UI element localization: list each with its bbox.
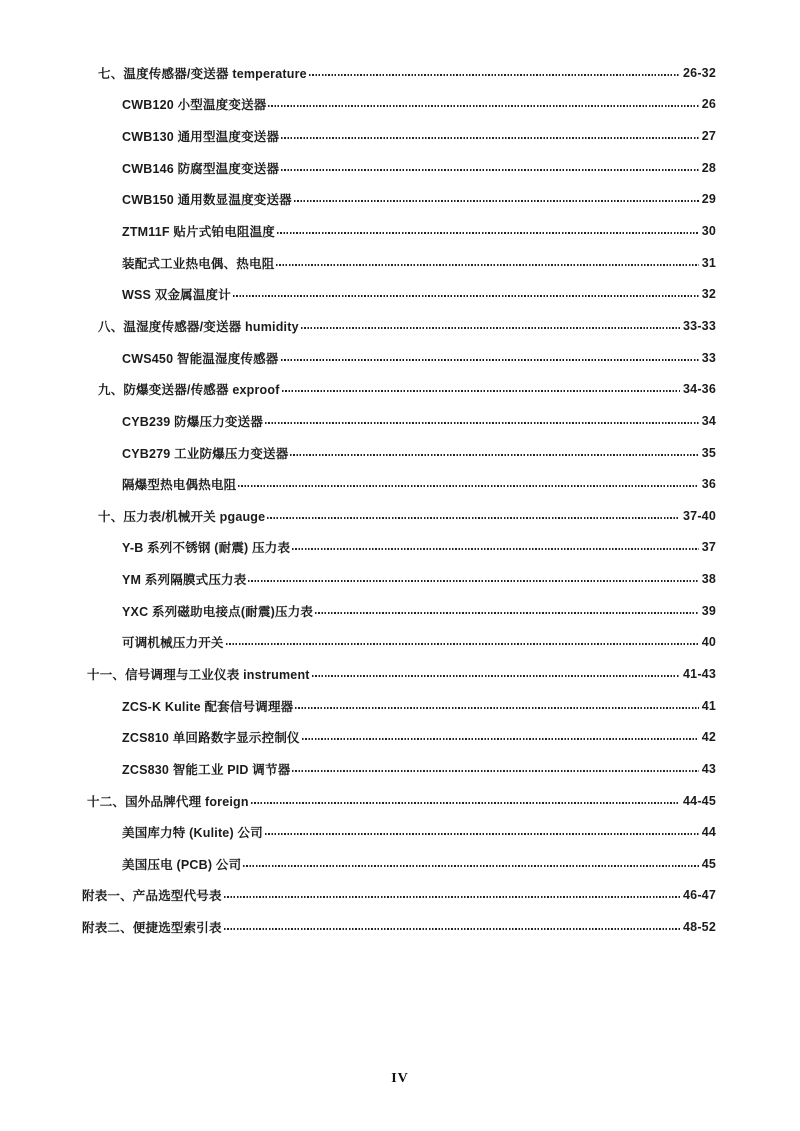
- toc-dot-leader: [224, 928, 680, 930]
- toc-page-number: 30: [701, 224, 716, 239]
- toc-row: [0, 310, 716, 342]
- toc-row: [0, 57, 716, 89]
- toc-page-number: 37: [701, 540, 716, 555]
- toc-page-number: 40: [701, 635, 716, 650]
- toc-page-number: 42: [701, 730, 716, 745]
- toc-dot-leader: [301, 327, 680, 329]
- toc-row: [0, 563, 716, 595]
- toc-row: [0, 753, 716, 785]
- toc-entry-label: WSS 双金属温度计: [122, 288, 231, 303]
- toc-row: [0, 468, 716, 500]
- toc-page-number: 33: [701, 350, 716, 365]
- toc-page-number: 26-32: [683, 65, 716, 80]
- toc-row: [0, 405, 716, 437]
- toc-dot-leader: [281, 169, 699, 171]
- toc-row: [0, 373, 716, 405]
- toc-entry-label: 十二、国外品牌代理 foreign: [87, 794, 249, 809]
- toc-page-number: 34: [701, 413, 716, 428]
- toc-dot-leader: [277, 232, 699, 234]
- toc-page-number: 34-36: [683, 382, 716, 397]
- toc-entry-label: CYB279 工业防爆压力变送器: [122, 446, 289, 461]
- toc-entry-label: 隔爆型热电偶热电阻: [122, 478, 237, 493]
- toc-entry-label: ZCS-K Kulite 配套信号调理器: [122, 699, 294, 714]
- toc-dot-leader: [290, 454, 698, 456]
- toc-entry-label: YXC 系列磁助电接点(耐震)压力表: [122, 604, 314, 619]
- toc-entry-label: CWB130 通用型温度变送器: [122, 130, 280, 145]
- toc-row: [0, 721, 716, 753]
- toc-row: [0, 880, 716, 912]
- toc-page-number: 44-45: [683, 793, 716, 808]
- toc-dot-leader: [243, 865, 698, 867]
- toc-row: [0, 215, 716, 247]
- toc-entry-label: 装配式工业热电偶、热电阻: [122, 256, 275, 271]
- toc-row: [0, 500, 716, 532]
- toc-page-number: 46-47: [683, 888, 716, 903]
- toc-dot-leader: [248, 580, 698, 582]
- toc-dot-leader: [265, 422, 699, 424]
- toc-row: [0, 785, 716, 817]
- toc-entry-label: 十一、信号调理与工业仪表 instrument: [87, 667, 310, 682]
- toc-entry-label: YM 系列隔膜式压力表: [122, 573, 247, 588]
- toc-dot-leader: [282, 390, 680, 392]
- toc-entry-label: 美国库力特 (Kulite) 公司: [122, 826, 263, 841]
- toc-page-number: 32: [701, 287, 716, 302]
- toc-dot-leader: [281, 137, 699, 139]
- toc-entry-label: Y-B 系列不锈钢 (耐震) 压力表: [122, 541, 291, 556]
- toc-page-number: 41: [701, 698, 716, 713]
- toc-row: [0, 437, 716, 469]
- toc-dot-leader: [302, 738, 699, 740]
- toc-row: [0, 658, 716, 690]
- toc-entry-label: CWB146 防腐型温度变送器: [122, 161, 280, 176]
- toc-dot-leader: [292, 770, 698, 772]
- toc-dot-leader: [292, 548, 699, 550]
- toc-row: [0, 627, 716, 659]
- toc-entry-label: 七、温度传感器/变送器 temperature: [98, 66, 307, 81]
- toc-dot-leader: [309, 74, 680, 76]
- toc-entry-label: CWB150 通用数显温度变送器: [122, 193, 292, 208]
- toc-page-number: 29: [701, 192, 716, 207]
- toc-dot-leader: [226, 643, 699, 645]
- toc-dot-leader: [238, 485, 698, 487]
- toc-dot-leader: [233, 295, 699, 297]
- toc-entry-label: ZCS810 单回路数字显示控制仪: [122, 731, 300, 746]
- footer-page-number: IV: [391, 1071, 409, 1086]
- toc-dot-leader: [295, 707, 698, 709]
- toc-row: [0, 595, 716, 627]
- toc-dot-leader: [312, 675, 680, 677]
- toc-row: [0, 532, 716, 564]
- toc-page-number: 31: [701, 255, 716, 270]
- toc-page-number: 43: [701, 761, 716, 776]
- toc-page-number: 36: [701, 477, 716, 492]
- toc-page-number: 39: [701, 603, 716, 618]
- toc-dot-leader: [265, 833, 699, 835]
- toc-entry-label: CWB120 小型温度变送器: [122, 98, 267, 113]
- toc-entry-label: CYB239 防爆压力变送器: [122, 414, 264, 429]
- toc-entry-label: 美国压电 (PCB) 公司: [122, 857, 242, 872]
- toc-entry-label: ZTM11F 贴片式铂电阻温度: [122, 225, 276, 240]
- toc-entry-label: 八、温湿度传感器/变送器 humidity: [98, 319, 299, 334]
- toc-row: [0, 848, 716, 880]
- toc-row: [0, 247, 716, 279]
- toc-page-number: 45: [701, 856, 716, 871]
- toc-dot-leader: [224, 896, 680, 898]
- toc-page-number: 27: [701, 129, 716, 144]
- toc-dot-leader: [281, 359, 699, 361]
- toc-entry-label: 附表一、产品选型代号表: [82, 889, 222, 904]
- toc-entry-label: CWS450 智能温湿度传感器: [122, 351, 279, 366]
- table-of-contents: [0, 57, 716, 943]
- toc-row: [0, 342, 716, 374]
- toc-dot-leader: [276, 264, 698, 266]
- toc-row: [0, 152, 716, 184]
- toc-dot-leader: [315, 612, 699, 614]
- toc-entry-label: 附表二、便捷选型索引表: [82, 921, 222, 936]
- toc-entry-label: 十、压力表/机械开关 pgauge: [98, 509, 266, 524]
- toc-page-number: 41-43: [683, 666, 716, 681]
- toc-entry-label: 九、防爆变送器/传感器 exproof: [98, 383, 280, 398]
- toc-dot-leader: [251, 802, 680, 804]
- toc-row: [0, 816, 716, 848]
- toc-row: [0, 911, 716, 943]
- toc-dot-leader: [294, 200, 699, 202]
- toc-dot-leader: [268, 105, 698, 107]
- toc-entry-label: 可调机械压力开关: [122, 636, 224, 651]
- toc-page-number: 44: [701, 825, 716, 840]
- toc-page-number: 35: [701, 445, 716, 460]
- toc-page-number: 26: [701, 97, 716, 112]
- toc-page-number: 33-33: [683, 318, 716, 333]
- toc-page-number: 48-52: [683, 920, 716, 935]
- toc-dot-leader: [267, 517, 680, 519]
- toc-row: [0, 690, 716, 722]
- toc-page-number: 37-40: [683, 508, 716, 523]
- toc-row: [0, 89, 716, 121]
- toc-entry-label: ZCS830 智能工业 PID 调节器: [122, 762, 291, 777]
- toc-page-number: 38: [701, 572, 716, 587]
- toc-row: [0, 120, 716, 152]
- toc-row: [0, 184, 716, 216]
- toc-row: [0, 278, 716, 310]
- toc-page-number: 28: [701, 160, 716, 175]
